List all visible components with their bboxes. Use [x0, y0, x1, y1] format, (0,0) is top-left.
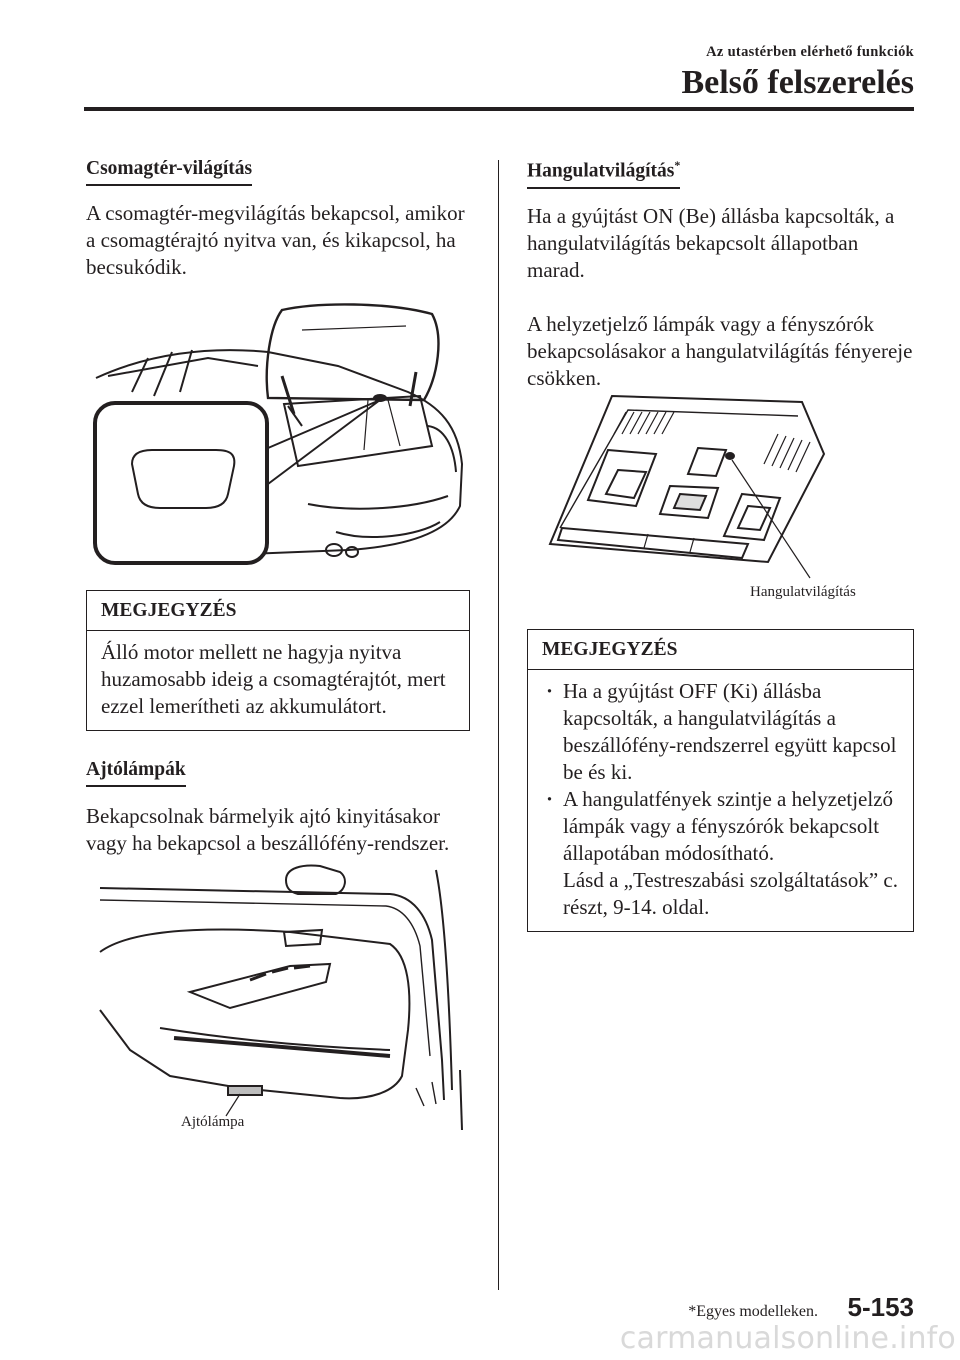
- section-door-lamps: [86, 759, 470, 857]
- section-ambient-light: [527, 158, 915, 392]
- trunk-illustration: [88, 296, 472, 574]
- caption-ambient-light: Hangulatvilágítás: [750, 584, 856, 600]
- trunk-paragraph: A csomagtér-megvilágítás bekapcsol, amikor a csomagtérajtó nyitva van, és kikapcsol, ha becsukódik.: [86, 201, 465, 279]
- note-bullet: · A hangulatfények szintje a helyzetjelző lámpák vagy a fényszórók bekapcsolt állapotában módosítható.: [542, 786, 899, 867]
- ambient-paragraph-2: A helyzetjelző lámpák vagy a fényszórók bekapcsolásakor a hangulatvilágítás fényereje csökken.: [527, 311, 913, 390]
- column-divider: [498, 160, 499, 1290]
- note-heading: MEGJEGYZÉS: [528, 630, 913, 670]
- ambient-paragraph-1: Ha a gyújtást ON (Be) állásba kapcsolták, a hangulatvilágítás bekapcsolt állapotban marad.: [527, 203, 895, 282]
- note-bullet: · Ha a gyújtást OFF (Ki) állásba kapcsolták, a hangulatvilágítás a beszállófény-rendszerrel együtt kapcsol be és ki.: [542, 678, 899, 786]
- note-text: Álló motor mellett ne hagyja nyitva huzamosabb ideig a csomagtérajtót, mert ezzel lemerítheti az akkumulátort.: [101, 640, 446, 718]
- note-list: [528, 670, 913, 931]
- header-rule: [84, 107, 914, 111]
- note-box-ambient: [527, 629, 914, 932]
- note-box-trunk: [86, 590, 470, 731]
- section-title-door: Ajtólámpák: [86, 759, 186, 787]
- section-title-ambient: Hangulatvilágítás*: [527, 158, 680, 189]
- section-title-trunk: Csomagtér-világítás: [86, 158, 252, 186]
- door-paragraph: Bekapcsolnak bármelyik ajtó kinyitásakor vagy ha bekapcsol a beszállófény-rendszer.: [86, 804, 450, 855]
- optional-equipment-mark: *: [674, 158, 681, 172]
- note-reference: Lásd a „Testreszabási szolgáltatások” c. részt, 9-14. oldal.: [563, 868, 898, 919]
- door-illustration: [90, 860, 470, 1136]
- page-number: 5-153: [847, 1292, 914, 1322]
- note-heading: MEGJEGYZÉS: [87, 591, 469, 631]
- chapter-title: Belső felszerelés: [681, 64, 914, 101]
- caption-door-lamp: Ajtólámpa: [181, 1114, 245, 1130]
- section-trunk-light: [86, 158, 470, 281]
- watermark: carmanualsonline.info: [619, 1321, 956, 1356]
- footnote: *Egyes modelleken.: [688, 1303, 818, 1320]
- chapter-subtitle: Az utastérben elérhető funkciók: [706, 44, 914, 60]
- overhead-console-illustration: [548, 394, 848, 580]
